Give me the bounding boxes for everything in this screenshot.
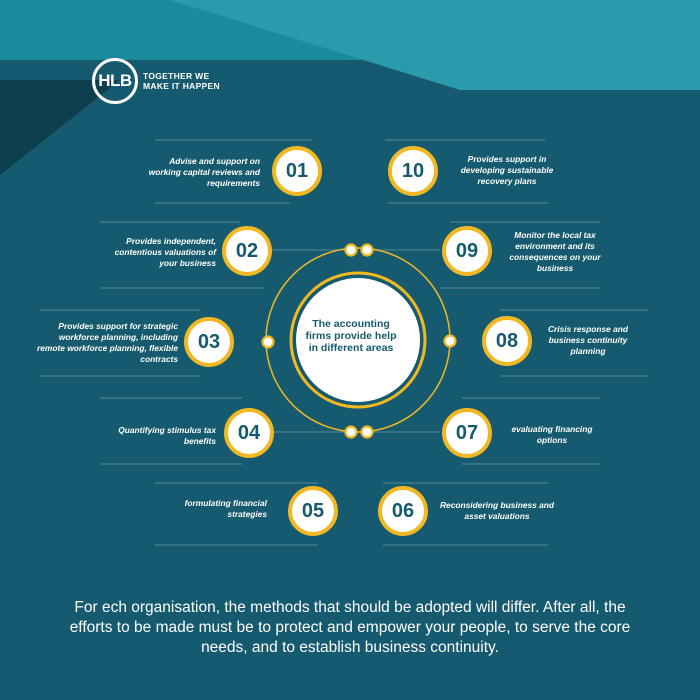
tagline-line-2: MAKE IT HAPPEN xyxy=(143,81,220,91)
item-03-text: Provides support for strategic workforce planning, including remote workforce planning, flexible contracts xyxy=(36,321,178,364)
item-07-text: evaluating financing options xyxy=(511,424,593,445)
item-06-text: Reconsidering business and asset valuations xyxy=(439,500,555,521)
item-09-number: 09 xyxy=(442,226,492,276)
tagline-line-1: TOGETHER WE xyxy=(143,71,210,81)
item-05-number: 05 xyxy=(288,486,338,536)
hlb-logo xyxy=(92,58,220,104)
item-10-text: Provides support in developing sustainable recovery plans xyxy=(460,154,554,186)
item-01-number: 01 xyxy=(272,146,322,196)
item-03-number: 03 xyxy=(184,317,234,367)
hlb-logo-mark: HLB xyxy=(92,58,138,104)
item-10-number: 10 xyxy=(388,146,438,196)
item-01-text: Advise and support on working capital reviews and requirements xyxy=(148,156,260,188)
item-06-number: 06 xyxy=(378,486,428,536)
logo-tagline xyxy=(143,71,220,91)
item-09-text: Monitor the local tax environment and its consequences on your business xyxy=(509,230,601,273)
item-07-number: 07 xyxy=(442,408,492,458)
footer-text: For ech organisation, the methods that should be adopted will differ. After all, the efforts to be made must be to protect and empower your people, to serve the core needs, and to establish business continuity. xyxy=(69,599,631,656)
item-04-number: 04 xyxy=(224,408,274,458)
center-title: The accounting firms provide help in different areas xyxy=(305,318,397,354)
item-02-number: 02 xyxy=(222,226,272,276)
item-05-text: formulating financial strategies xyxy=(184,498,267,519)
item-08-number: 08 xyxy=(482,316,532,366)
item-08-text: Crisis response and business continuity planning xyxy=(547,324,629,356)
item-02-text: Provides independent, contentious valuations of your business xyxy=(114,236,216,268)
item-04-text: Quantifying stimulus tax benefits xyxy=(118,425,216,446)
